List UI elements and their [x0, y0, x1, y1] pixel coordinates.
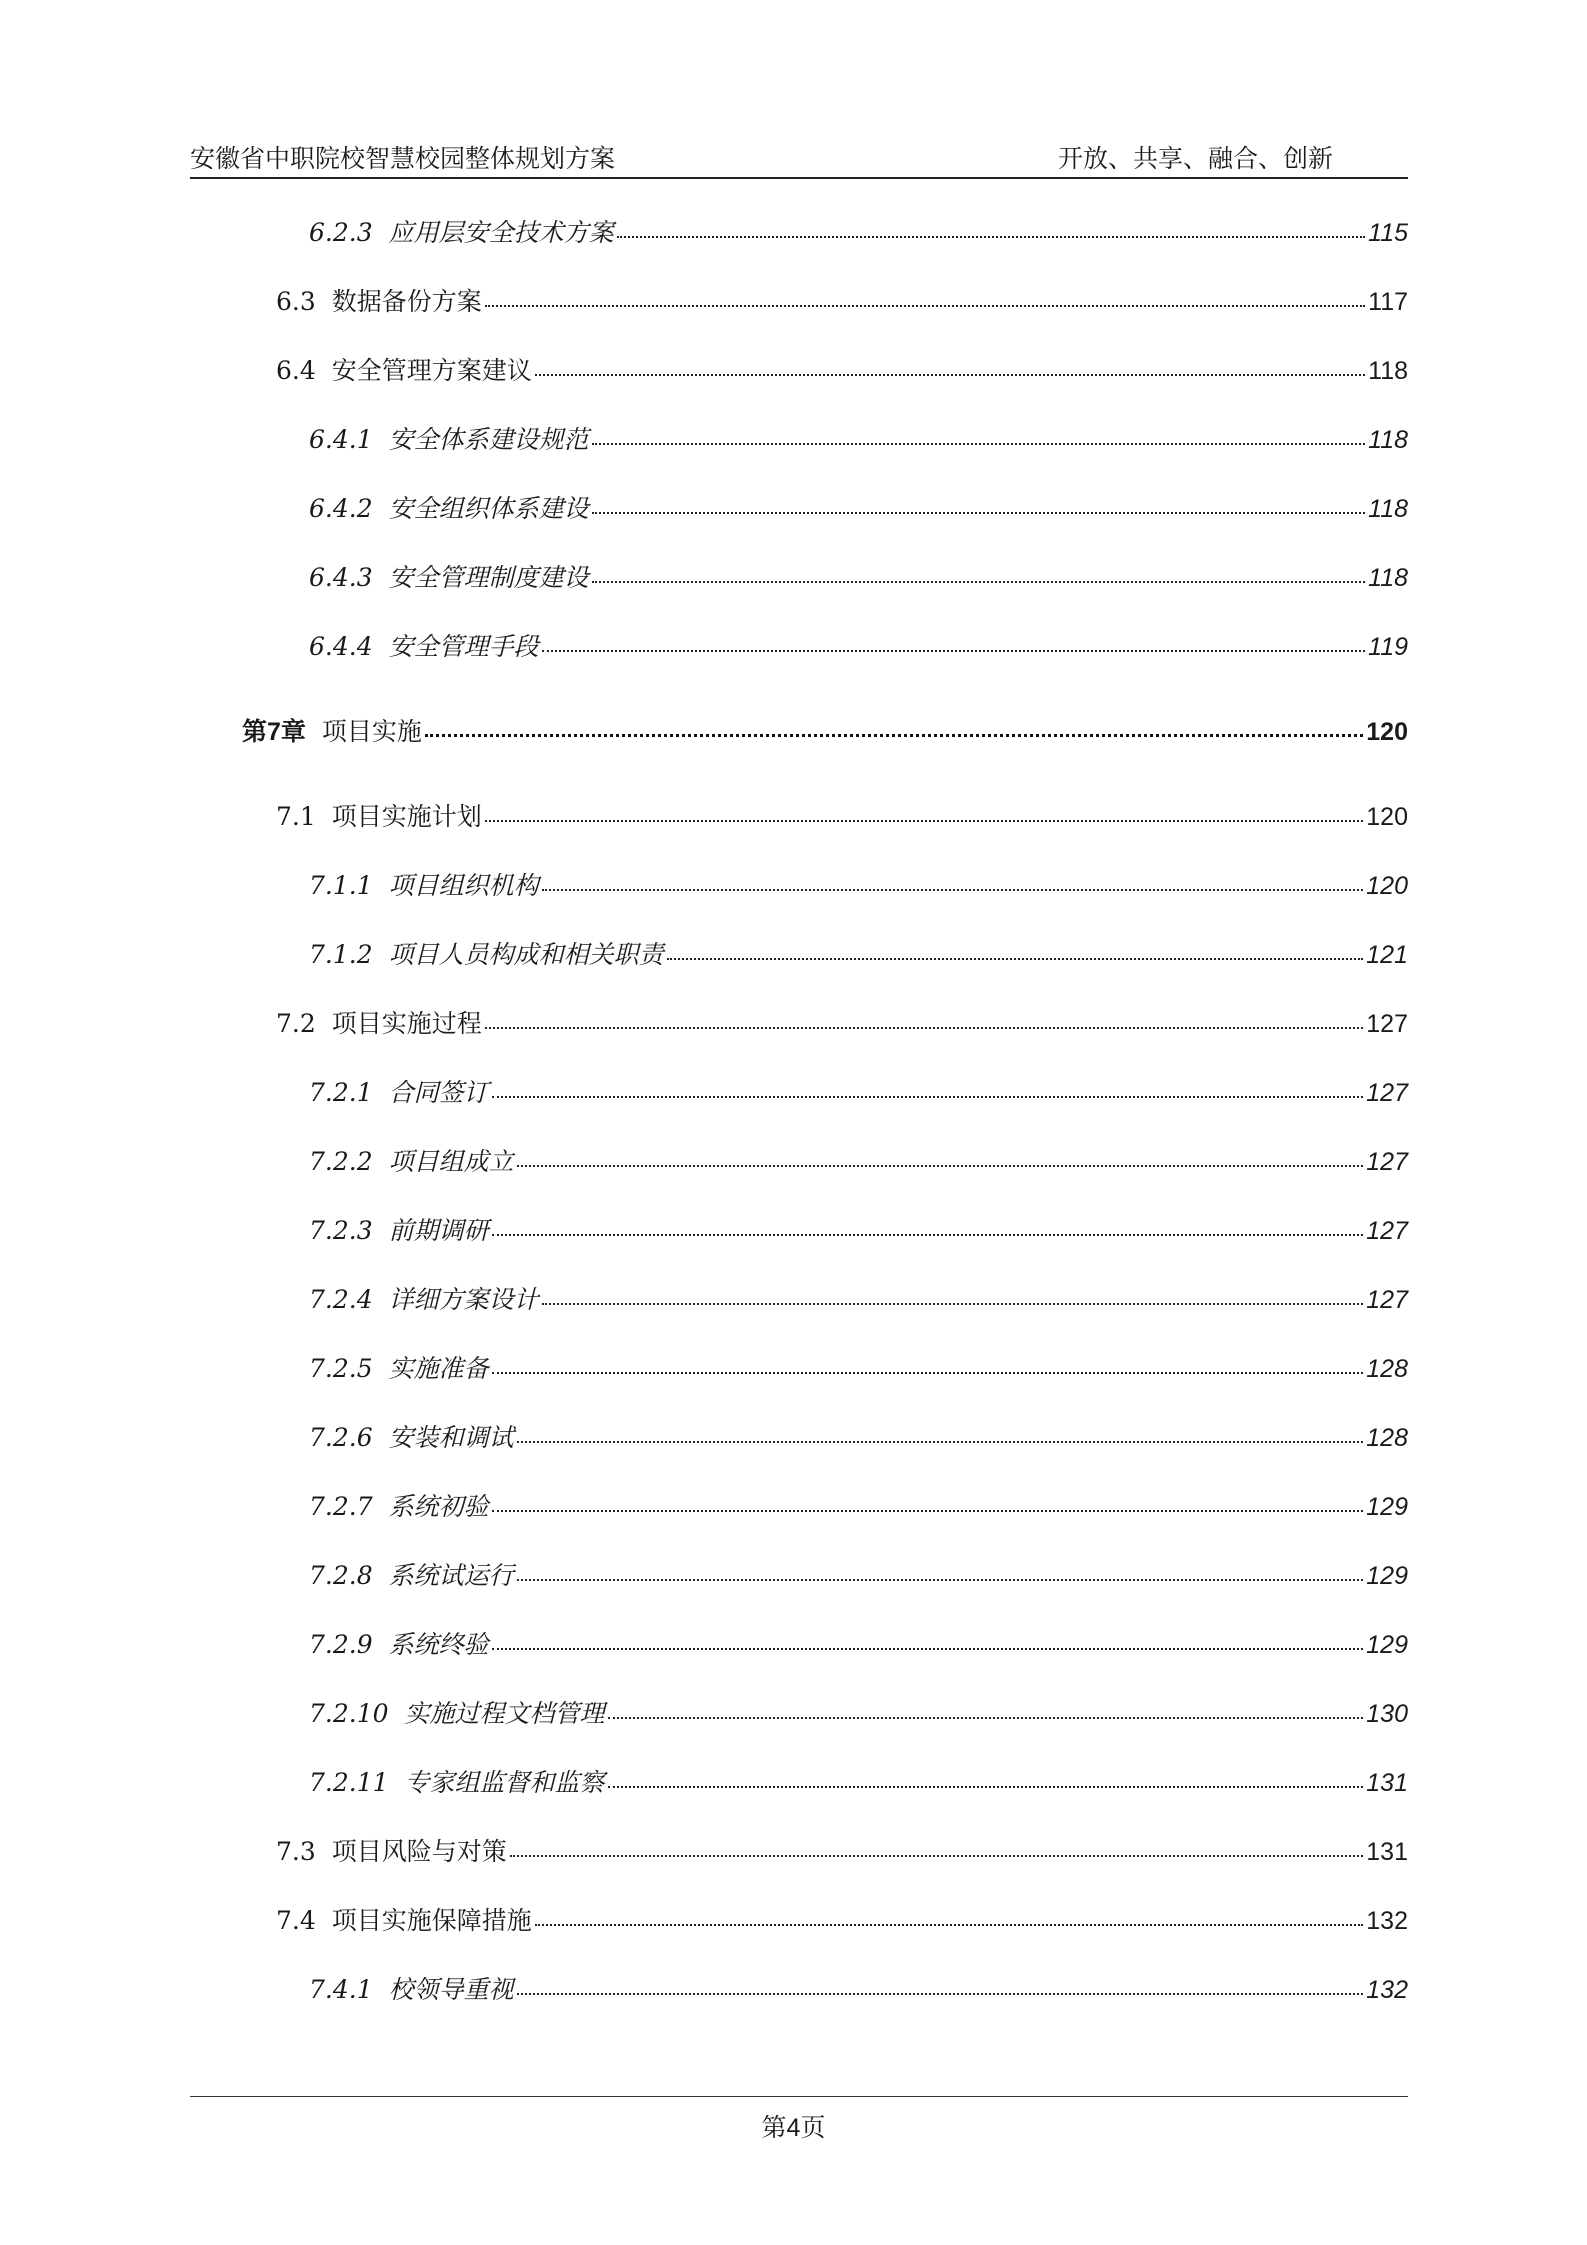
toc-entry[interactable] [309, 1763, 1408, 1797]
toc-entry-page: 118 [1368, 426, 1408, 454]
toc-entry-title: 安全管理制度建设 [388, 563, 589, 592]
toc-leader-dots [492, 1507, 1364, 1512]
toc-entry[interactable] [276, 1901, 1408, 1935]
toc-leader-dots [592, 578, 1366, 583]
toc-entry-number: 7.4 [276, 1906, 316, 1935]
toc-entry-page: 119 [1368, 633, 1408, 661]
toc-entry-number: 7.2.8 [309, 1561, 373, 1590]
toc-entry-title: 项目实施过程 [331, 1009, 482, 1038]
toc-entry[interactable] [276, 797, 1408, 831]
toc-leader-dots [425, 731, 1363, 737]
toc-entry-page: 118 [1368, 357, 1408, 385]
toc-entry[interactable] [309, 558, 1408, 592]
toc-leader-dots [608, 1714, 1364, 1719]
toc-entry[interactable] [309, 213, 1408, 247]
page-number: 第4页 [761, 2114, 826, 2142]
toc-entry[interactable] [309, 1418, 1408, 1452]
toc-entry-page: 129 [1366, 1631, 1408, 1659]
toc-entry-title: 系统终验 [388, 1630, 489, 1659]
toc-entry-title: 项目人员构成和相关职责 [388, 940, 664, 969]
toc-entry-title: 实施过程文档管理 [404, 1699, 605, 1728]
toc-leader-dots [592, 440, 1366, 445]
toc-entry-number: 7.1.2 [309, 940, 373, 969]
toc-leader-dots [617, 233, 1366, 238]
toc-entry-number: 7.2.5 [309, 1354, 373, 1383]
toc-entry-title: 项目实施保障措施 [331, 1906, 532, 1935]
toc-leader-dots [592, 509, 1366, 514]
toc-entry-title: 安装和调试 [388, 1423, 514, 1452]
toc-entry-page: 118 [1368, 564, 1408, 592]
toc-entry-page: 127 [1366, 1010, 1408, 1038]
toc-chapter-entry[interactable] [242, 712, 1408, 746]
toc-leader-dots [517, 1438, 1364, 1443]
toc-leader-dots [517, 1162, 1364, 1167]
toc-entry-title: 项目实施计划 [331, 802, 482, 831]
page-header [190, 135, 1408, 179]
toc-entry[interactable] [309, 420, 1408, 454]
toc-entry-title: 安全体系建设规范 [388, 425, 589, 454]
toc-leader-dots [510, 1852, 1364, 1857]
toc-entry-page: 118 [1368, 495, 1408, 523]
toc-entry-page: 129 [1366, 1562, 1408, 1590]
toc-entry-page: 120 [1366, 803, 1408, 831]
toc-entry-title: 应用层安全技术方案 [388, 218, 614, 247]
toc-entry-page: 131 [1366, 1769, 1408, 1797]
toc-entry-title: 项目实施 [321, 717, 422, 746]
toc-entry[interactable] [309, 1970, 1408, 2004]
toc-leader-dots [492, 1369, 1364, 1374]
toc-leader-dots [492, 1231, 1364, 1236]
toc-entry-number: 7.1.1 [309, 871, 373, 900]
toc-entry-title: 项目组织机构 [388, 871, 539, 900]
toc-leader-dots [667, 955, 1364, 960]
document-title: 安徽省中职院校智慧校园整体规划方案 [190, 144, 616, 173]
toc-entry-title: 详细方案设计 [388, 1285, 539, 1314]
toc-entry-number: 6.4.1 [309, 425, 373, 454]
toc-entry[interactable] [309, 1556, 1408, 1590]
toc-entry[interactable] [309, 935, 1408, 969]
toc-entry-page: 127 [1366, 1079, 1408, 1107]
toc-entry-number: 7.2.4 [309, 1285, 373, 1314]
toc-entry[interactable] [309, 1625, 1408, 1659]
toc-leader-dots [542, 886, 1364, 891]
toc-entry-page: 128 [1366, 1355, 1408, 1383]
toc-entry-number: 7.2.9 [309, 1630, 373, 1659]
toc-entry[interactable] [309, 1694, 1408, 1728]
toc-leader-dots [485, 302, 1365, 307]
toc-entry-page: 117 [1368, 288, 1408, 316]
toc-entry-title: 安全管理手段 [388, 632, 539, 661]
toc-entry[interactable] [276, 282, 1408, 316]
toc-entry-number: 6.4 [276, 356, 316, 385]
toc-entry[interactable] [309, 1280, 1408, 1314]
toc-entry-title: 合同签订 [388, 1078, 489, 1107]
toc-entry-page: 120 [1366, 718, 1408, 746]
toc-entry-number: 7.2.11 [309, 1768, 389, 1797]
toc-leader-dots [485, 1024, 1364, 1029]
toc-entry[interactable] [309, 1142, 1408, 1176]
toc-entry-title: 安全管理方案建议 [331, 356, 532, 385]
toc-entry-page: 120 [1366, 872, 1408, 900]
toc-entry-page: 127 [1366, 1148, 1408, 1176]
toc-leader-dots [517, 1576, 1364, 1581]
toc-entry-number: 6.2.3 [309, 218, 373, 247]
toc-leader-dots [492, 1093, 1364, 1098]
toc-entry-page: 132 [1366, 1976, 1408, 2004]
toc-leader-dots [485, 817, 1364, 822]
toc-entry-title: 项目风险与对策 [331, 1837, 507, 1866]
toc-leader-dots [535, 371, 1365, 376]
toc-entry-title: 实施准备 [388, 1354, 489, 1383]
toc-entry-number: 7.1 [276, 802, 316, 831]
toc-entry-number: 6.4.3 [309, 563, 373, 592]
toc-leader-dots [542, 1300, 1364, 1305]
toc-entry[interactable] [309, 866, 1408, 900]
toc-entry-title: 校领导重视 [388, 1975, 514, 2004]
toc-entry[interactable] [309, 1211, 1408, 1245]
toc-entry-number: 7.3 [276, 1837, 316, 1866]
toc-entry[interactable] [309, 489, 1408, 523]
toc-entry-number: 7.2.6 [309, 1423, 373, 1452]
toc-entry-page: 131 [1366, 1838, 1408, 1866]
toc-entry-page: 128 [1366, 1424, 1408, 1452]
toc-entry-number: 6.3 [276, 287, 316, 316]
toc-entry-title: 安全组织体系建设 [388, 494, 589, 523]
toc-entry[interactable] [276, 1004, 1408, 1038]
document-slogan: 开放、共享、融合、创新 [1058, 144, 1334, 173]
toc-entry[interactable] [309, 1349, 1408, 1383]
toc-entry-number: 7.2.10 [309, 1699, 389, 1728]
toc-entry-page: 127 [1366, 1286, 1408, 1314]
footer-divider [190, 2096, 1408, 2097]
toc-entry-number: 7.2.3 [309, 1216, 373, 1245]
toc-leader-dots [492, 1645, 1364, 1650]
toc-leader-dots [535, 1921, 1364, 1926]
toc-entry-title: 项目组成立 [388, 1147, 514, 1176]
toc-entry-number: 7.2.2 [309, 1147, 373, 1176]
toc-entry-page: 127 [1366, 1217, 1408, 1245]
toc-entry-page: 129 [1366, 1493, 1408, 1521]
toc-entry[interactable] [309, 1073, 1408, 1107]
toc-entry-page: 132 [1366, 1907, 1408, 1935]
toc-entry[interactable] [276, 1832, 1408, 1866]
toc-entry-page: 115 [1368, 219, 1408, 247]
toc-entry-number: 7.2 [276, 1009, 316, 1038]
toc-leader-dots [542, 647, 1366, 652]
toc-entry-page: 121 [1366, 941, 1408, 969]
toc-entry-title: 数据备份方案 [331, 287, 482, 316]
toc-entry-number: 6.4.2 [309, 494, 373, 523]
toc-entry-page: 130 [1366, 1700, 1408, 1728]
toc-leader-dots [608, 1783, 1364, 1788]
toc-entry-title: 专家组监督和监察 [404, 1768, 605, 1797]
toc-chapter-number: 第7章 [242, 718, 306, 746]
toc-entry[interactable] [309, 627, 1408, 661]
toc-entry-number: 7.4.1 [309, 1975, 373, 2004]
toc-entry[interactable] [276, 351, 1408, 385]
toc-entry-number: 6.4.4 [309, 632, 373, 661]
toc-entry-title: 前期调研 [388, 1216, 489, 1245]
toc-entry-title: 系统试运行 [388, 1561, 514, 1590]
toc-leader-dots [517, 1990, 1364, 1995]
toc-entry-number: 7.2.1 [309, 1078, 373, 1107]
toc-entry-number: 7.2.7 [309, 1492, 373, 1521]
toc-entry-title: 系统初验 [388, 1492, 489, 1521]
toc-entry[interactable] [309, 1487, 1408, 1521]
